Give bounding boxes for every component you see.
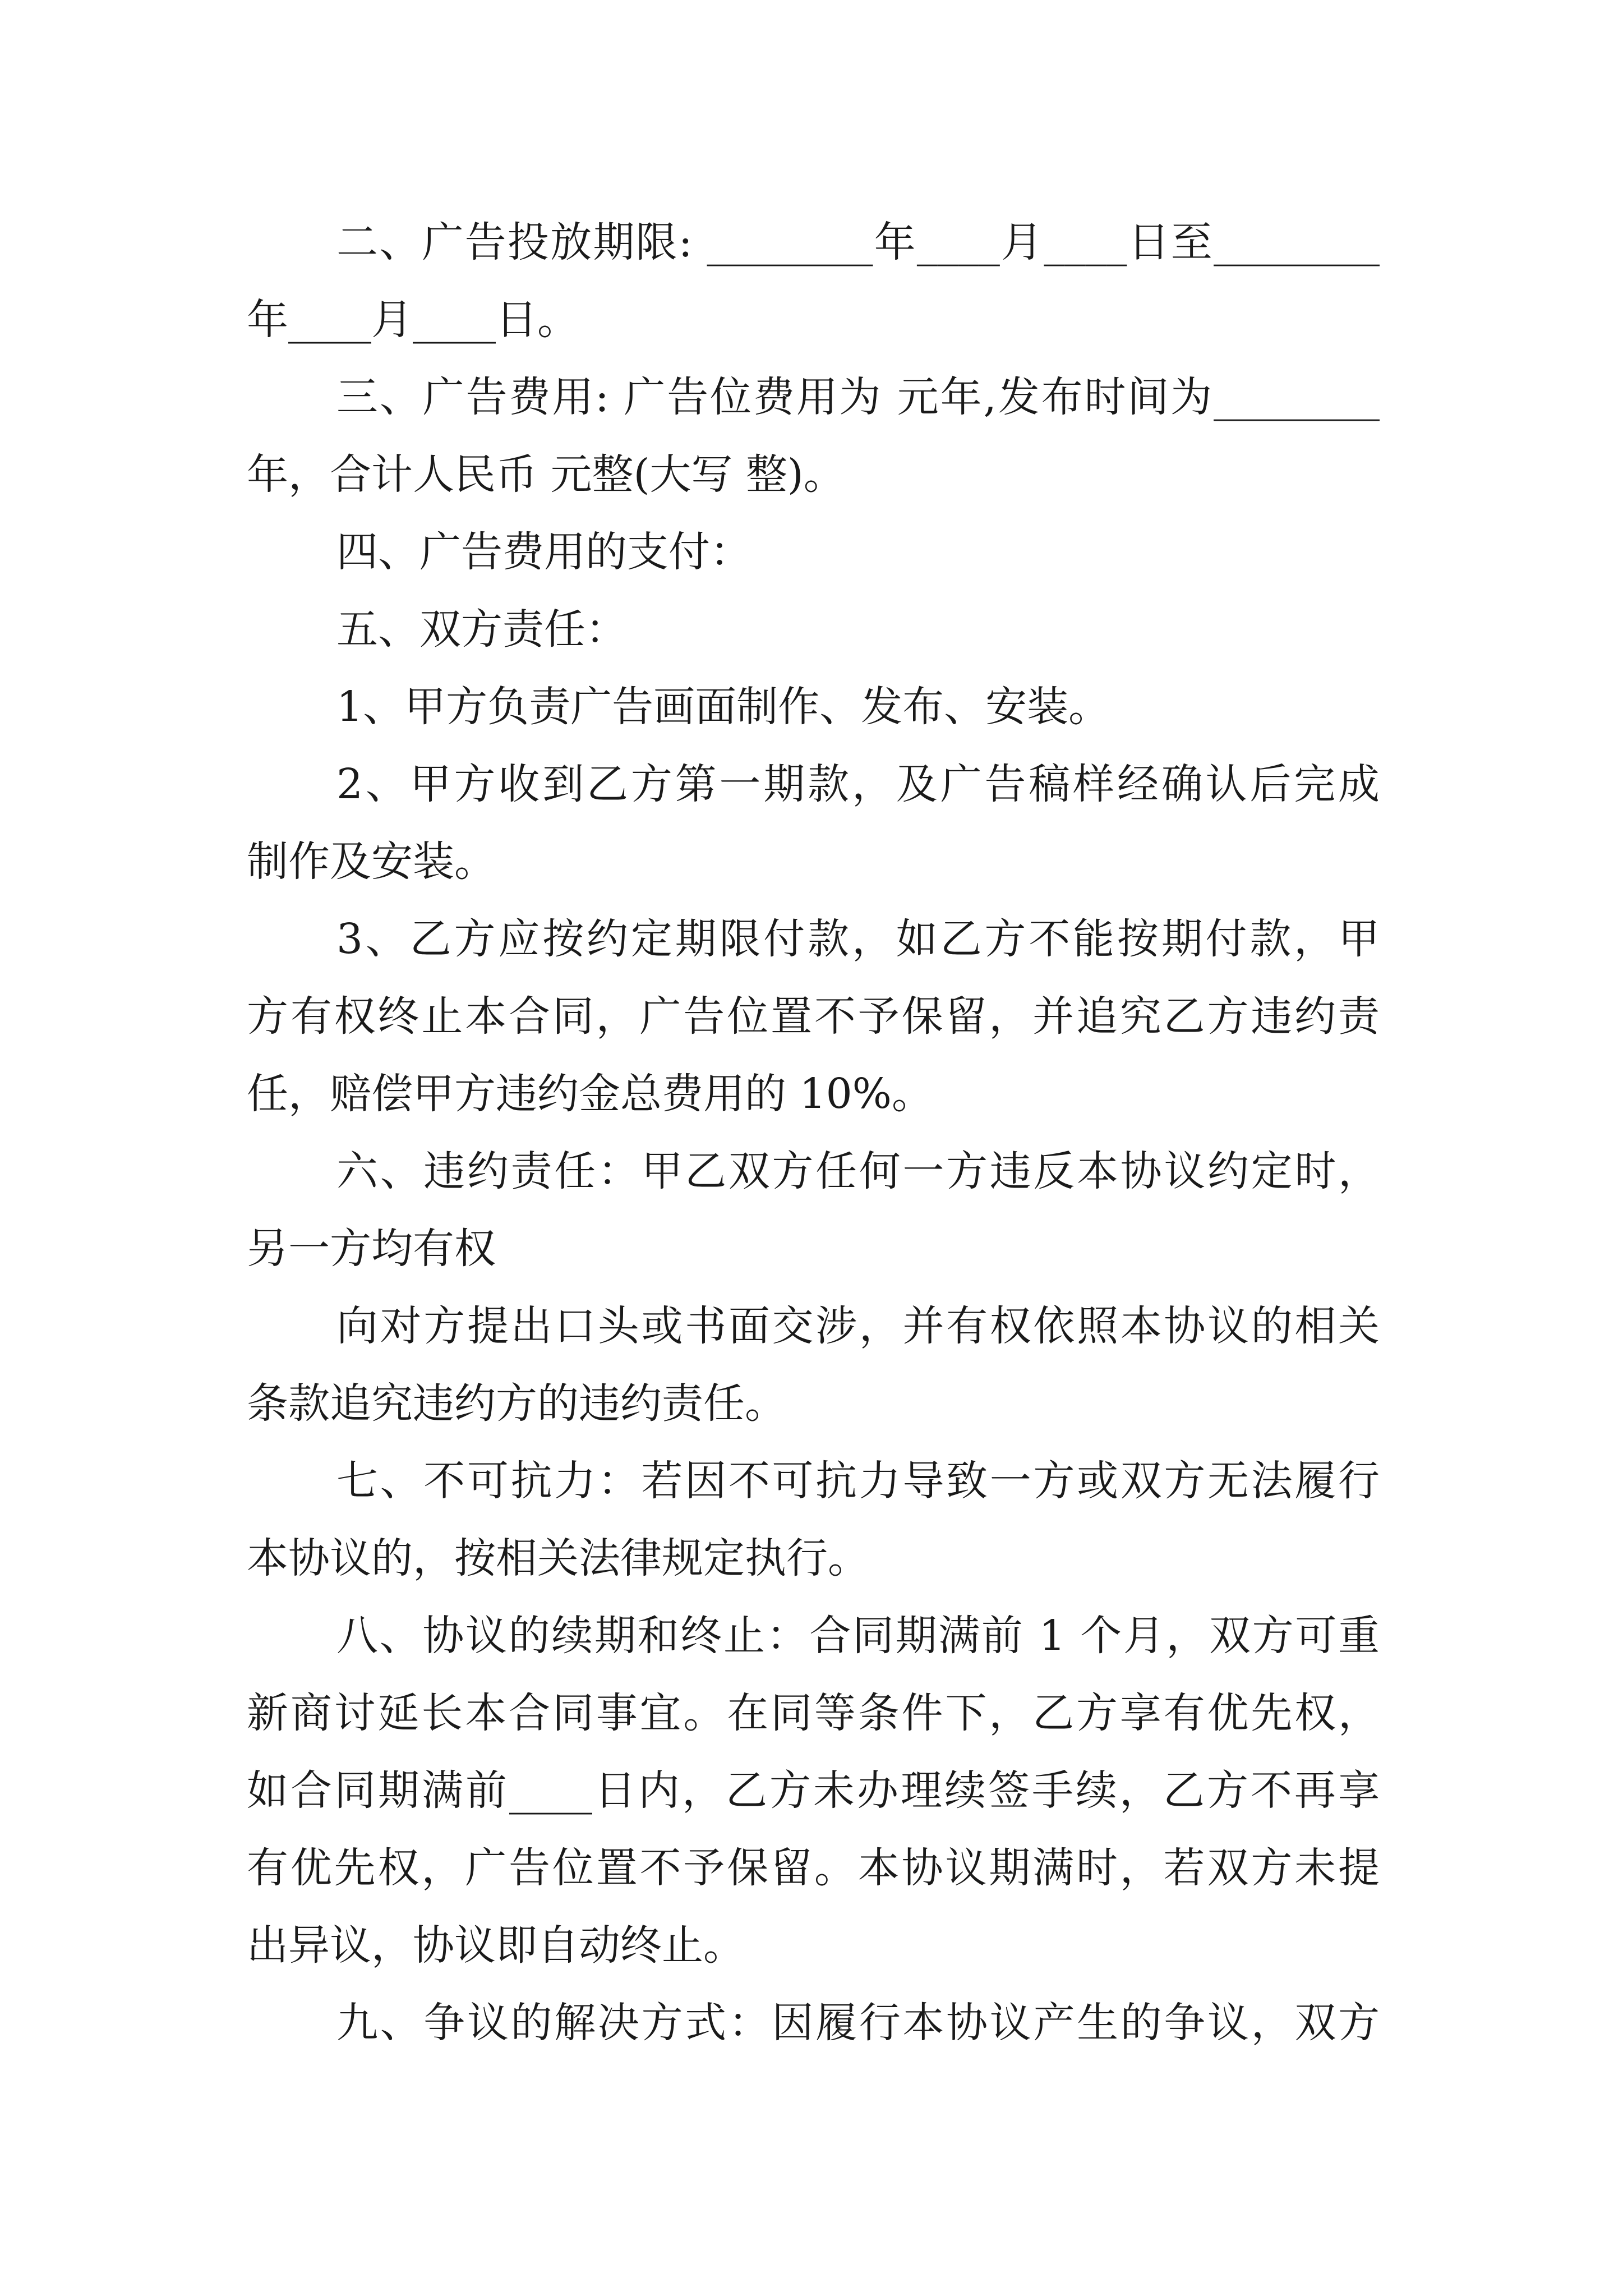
text-line: 方有权终止本合同，广告位置不予保留，并追究乙方违约责 <box>247 992 1380 1041</box>
text-line-clause-9: 九、争议的解决方式：因履行本协议产生的争议，双方 <box>336 1999 1380 2047</box>
text-line-item-3: 3、乙方应按约定期限付款，如乙方不能按期付款，甲 <box>336 915 1380 963</box>
text-line: 本协议的，按相关法律规定执行。 <box>247 1534 869 1582</box>
text-line: 另一方均有权 <box>247 1225 496 1273</box>
text-line: 年，合计人民币 元整(大写 整)。 <box>247 450 845 499</box>
text-line: 制作及安装。 <box>247 838 496 886</box>
text-line: 年____月____日。 <box>247 296 579 344</box>
text-line-item-1: 1、甲方负责广告画面制作、发布、安装。 <box>336 683 1110 731</box>
text-line-clause-7: 七、不可抗力：若因不可抗力导致一方或双方无法履行 <box>336 1457 1380 1505</box>
text-line-clause-8: 八、协议的续期和终止：合同期满前 1 个月，双方可重 <box>336 1612 1380 1660</box>
text-line: 条款追究违约方的违约责任。 <box>247 1379 786 1428</box>
text-line-item-2: 2、甲方收到乙方第一期款，及广告稿样经确认后完成 <box>336 760 1380 808</box>
text-line: 向对方提出口头或书面交涉，并有权依照本协议的相关 <box>336 1302 1380 1350</box>
text-line: 如合同期满前____日内，乙方未办理续签手续，乙方不再享 <box>247 1766 1380 1815</box>
text-line-clause-4: 四、广告费用的支付： <box>336 528 751 576</box>
text-line-clause-3: 三、广告费用: 广告位费用为 元年,发布时间为________ <box>336 373 1380 421</box>
text-line: 出异议，协议即自动终止。 <box>247 1921 745 1970</box>
text-line: 有优先权，广告位置不予保留。本协议期满时，若双方未提 <box>247 1844 1380 1892</box>
text-line: 任，赔偿甲方违约金总费用的 10%。 <box>247 1070 933 1118</box>
text-line: 新商讨延长本合同事宜。在同等条件下，乙方享有优先权， <box>247 1689 1380 1737</box>
text-line-clause-5: 五、双方责任： <box>336 605 627 654</box>
text-line-clause-2: 二、广告投放期限: ________年____月____日至________ <box>336 218 1380 266</box>
text-line-clause-6: 六、违约责任：甲乙双方任何一方违反本协议约定时， <box>336 1147 1380 1195</box>
